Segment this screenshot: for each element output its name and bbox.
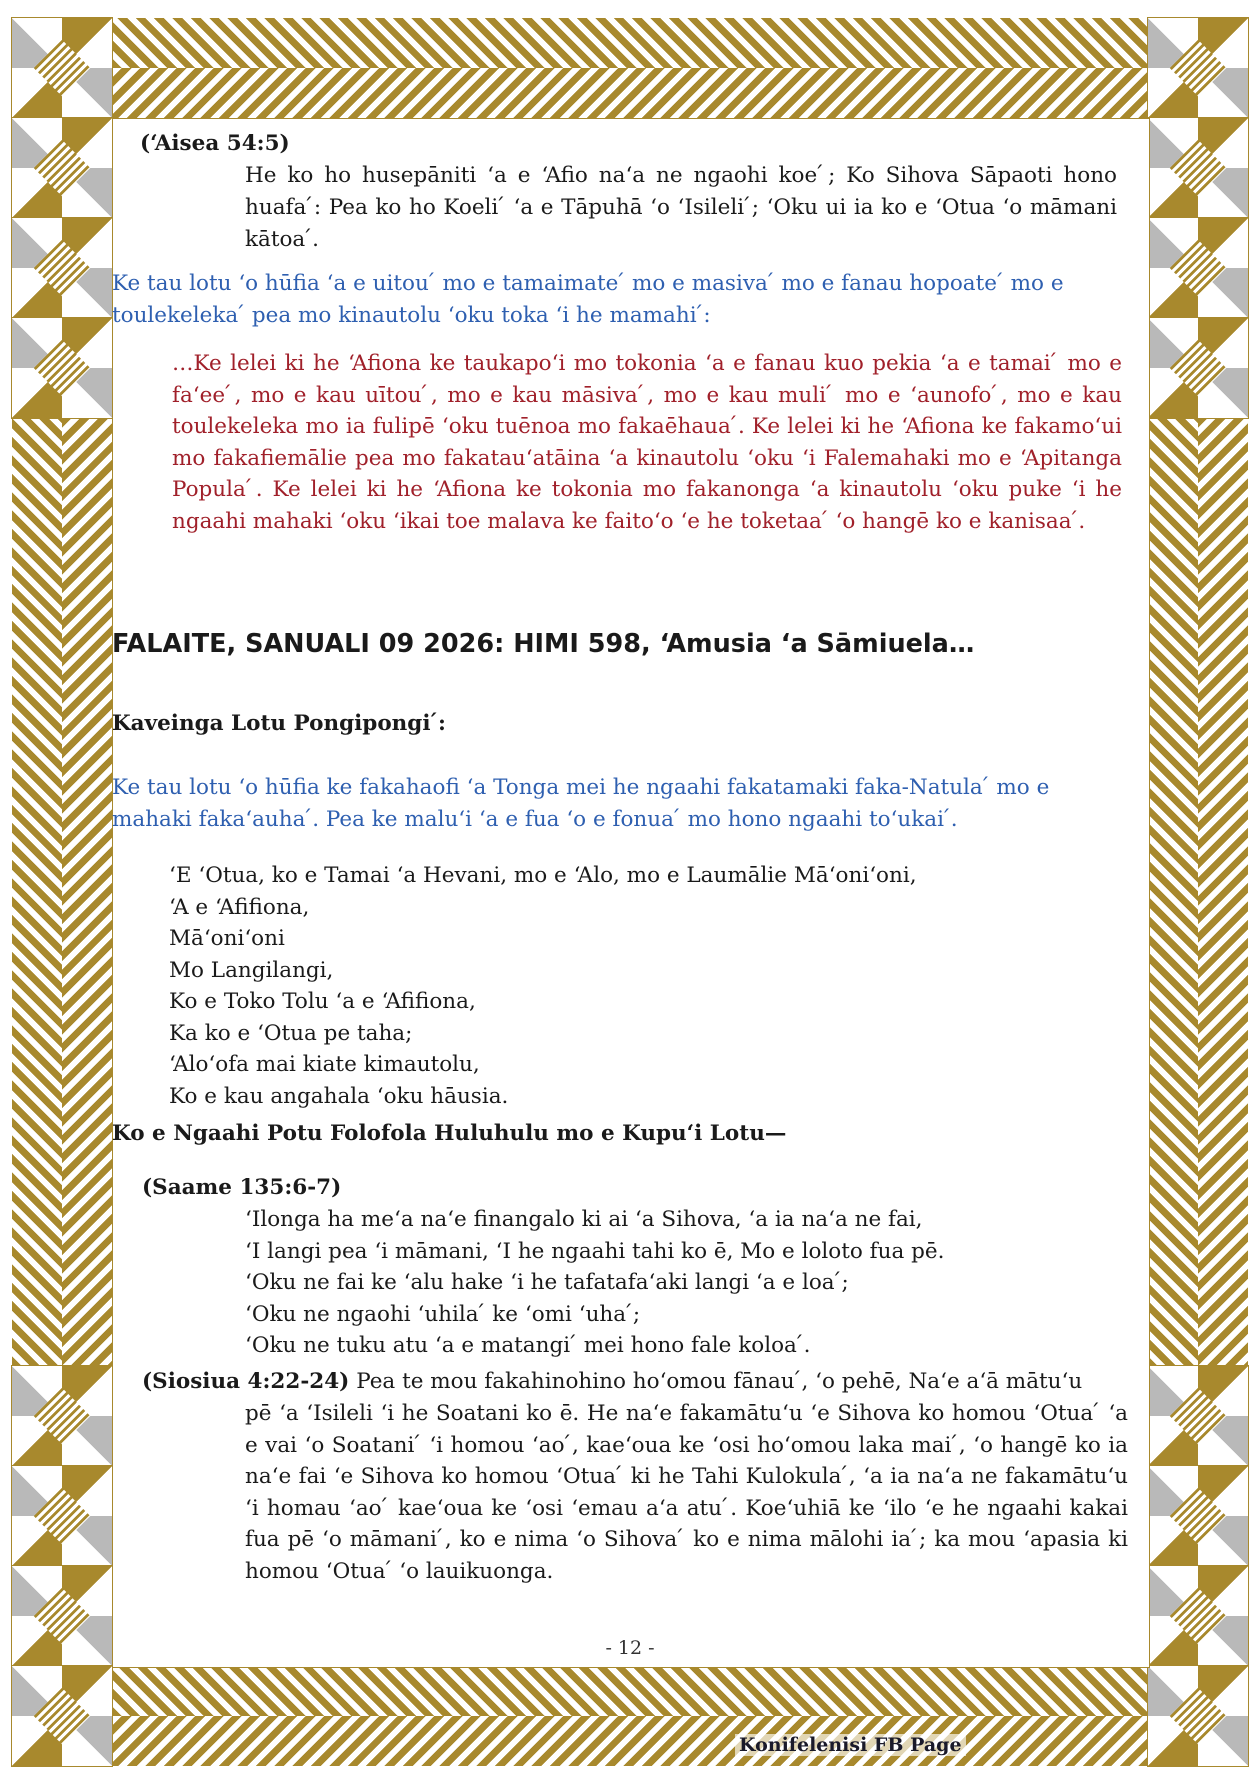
- prayer-intent-widows: Ke tau lotu ‘o hūfia ‘a e uitou ́ mo e tamaimate ́ mo e masiva ́ mo e fanau hopoate ́ mo e toulekeleka ́ pea mo kinautolu ‘oku toka ‘i he mamahi ́:: [112, 271, 1064, 328]
- border-tile-right-4: [1148, 1366, 1248, 1466]
- page-number: - 12 -: [605, 1637, 655, 1659]
- invocation-line: ‘A e ‘Afifiona,: [169, 894, 310, 920]
- corner-tile-top-left: [12, 18, 112, 118]
- border-tile-right-2: [1148, 218, 1248, 318]
- border-tile-left-4: [12, 1366, 112, 1466]
- readings-heading: Ko e Ngaahi Potu Folofola Huluhulu mo e Kupu‘i Lotu—: [112, 1121, 787, 1146]
- siosiua-verse: pē ‘a ‘Isileli ‘i he Soatani ko ē. He na‘e fakamātu‘u ‘e Sihova ko homou ‘Otua ́ ‘a e vai ‘o Soatani ́ ‘i homou ‘ao ́, kae‘oua ke ‘osi ho‘omou laka mai ́, ‘o hangē ko ia na‘e fai ‘e Sihova ko homou ‘Otua ́ ki he Tahi Kulokula ́, ‘a ia na‘a ne fakamātu‘u ‘i homau ‘ao ́ kae‘oua ke ‘osi ‘emau a‘a atu ́. Koe‘uhiā ke ‘ilo ‘e he ngaahi kakai fua pē ‘o māmani ́, ko e nima ‘o Sihova ́ ko e nima mālohi ia ́; ka mou ‘apasia ki homou ‘Otua ́ ‘o lauikuonga.: [245, 1401, 1128, 1584]
- siosiua-reference: (Siosiua 4:22-24): [142, 1369, 350, 1394]
- page-content: [112, 118, 1148, 1666]
- aisea-verse: He ko ho husepāniti ‘a e ‘Afio na‘a ne ngaohi koe ́; Ko Sihova Sāpaoti hono huafa ́: Pea ko ho Koeli ́ ‘a e Tāpuhā ‘o ‘Isileli ́; ‘Oku ui ia ko e ‘Otua ‘o māmani kātoa ́.: [245, 163, 1117, 252]
- saame-line: ‘Oku ne fai ke ‘alu hake ‘i he tafatafa‘aki langi ‘a e loa ́;: [245, 1270, 849, 1295]
- invocation-line: Ka ko e ‘Otua pe taha;: [169, 1020, 413, 1046]
- border-tile-left-5: [12, 1466, 112, 1566]
- border-tile-left-1: [12, 118, 112, 218]
- invocation-line: ‘Alo‘ofa mai kiate kimautolu,: [169, 1052, 480, 1077]
- saame-verse: [245, 1204, 944, 1362]
- footer-credit: Konifelenisi FB Page: [735, 1734, 966, 1756]
- saame-line: ‘Oku ne ngaohi ‘uhila ́ ke ‘omi ‘uha ́;: [245, 1301, 641, 1327]
- corner-tile-bottom-left: [12, 1666, 112, 1766]
- siosiua-line-1: Pea te mou fakahinohino ho‘omou fānau ́, ‘o pehē, Na‘e a‘ā mātu‘u: [356, 1369, 1083, 1394]
- invocation: [169, 860, 917, 1112]
- saame-line: ‘Oku ne tuku atu ‘a e matangi ́ mei hono fale koloa ́.: [245, 1333, 811, 1358]
- corner-tile-top-right: [1148, 18, 1248, 118]
- prayer-intent-tonga: Ke tau lotu ‘o hūfia ke fakahaofi ‘a Tonga mei he ngaahi fakatamaki faka-Natula ́ mo e mahaki faka‘auha ́. Pea ke malu‘i ‘a e fua ‘o e fonua ́ mo hono ngaahi to‘ukai ́.: [112, 775, 1050, 832]
- corner-tile-bottom-right: [1148, 1666, 1248, 1766]
- invocation-line: Ko e Toko Tolu ‘a e ‘Afifiona,: [169, 989, 476, 1014]
- invocation-line: Mo Langilangi,: [169, 957, 334, 983]
- saame-reference: (Saame 135:6-7): [142, 1175, 342, 1200]
- invocation-line: ‘E ‘Otua, ko e Tamai ‘a Hevani, mo e ‘Alo, mo e Laumālie Mā‘oni‘oni,: [169, 863, 917, 888]
- day-heading: FALAITE, SANUALI 09 2026: HIMI 598, ‘Amusia ‘a Sāmiuela…: [112, 629, 975, 659]
- invocation-line: Mā‘oni‘oni: [169, 926, 285, 951]
- border-left: [12, 418, 112, 1366]
- border-tile-right-5: [1148, 1466, 1248, 1566]
- border-tile-left-3: [12, 318, 112, 418]
- border-tile-right-3: [1148, 318, 1248, 418]
- prayer-text-widows: …Ke lelei ki he ‘Afiona ke taukapo‘i mo tokonia ‘a e fanau kuo pekia ‘a e tamai ́ mo e fa‘ee ́, mo e kau uītou ́, mo e kau māsiva ́, mo e kau muli ́ mo e ‘aunofo ́, mo e kau toulekeleka mo ia fulipē ‘oku tuēnoa mo fakaēhaua ́. Ke lelei ki he ‘Afiona ke fakamo‘ui mo fakafiemālie pea mo fakatau‘atāina ‘a kinautolu ‘oku ‘i Falemahaki mo e ‘Apitanga Popula ́. Ke lelei ki he ‘Afiona ke tokonia mo fakanonga ‘a kinautolu ‘oku puke ‘i he ngaahi mahaki ‘oku ‘ikai toe malava ke faito‘o ‘e he toketaa ́ ‘o hangē ko e kanisaa ́.: [172, 351, 1122, 534]
- saame-line: ‘Ilonga ha me‘a na‘e finangalo ki ai ‘a Sihova, ‘a ia na‘a ne fai,: [245, 1207, 923, 1232]
- invocation-line: Ko e kau angahala ‘oku hāusia.: [169, 1083, 509, 1109]
- saame-line: ‘I langi pea ‘i māmani, ‘I he ngaahi tahi ko ē, Mo e loloto fua pē.: [245, 1238, 945, 1264]
- morning-prayer-heading: Kaveinga Lotu Pongipongi ́:: [112, 711, 446, 736]
- border-tile-right-1: [1148, 118, 1248, 218]
- border-bottom: [112, 1666, 1148, 1766]
- border-tile-left-2: [12, 218, 112, 318]
- aisea-reference: (‘Aisea 54:5): [140, 131, 290, 156]
- siosiua-first-line: [142, 1366, 1128, 1398]
- border-right: [1148, 418, 1248, 1366]
- border-top: [112, 18, 1148, 118]
